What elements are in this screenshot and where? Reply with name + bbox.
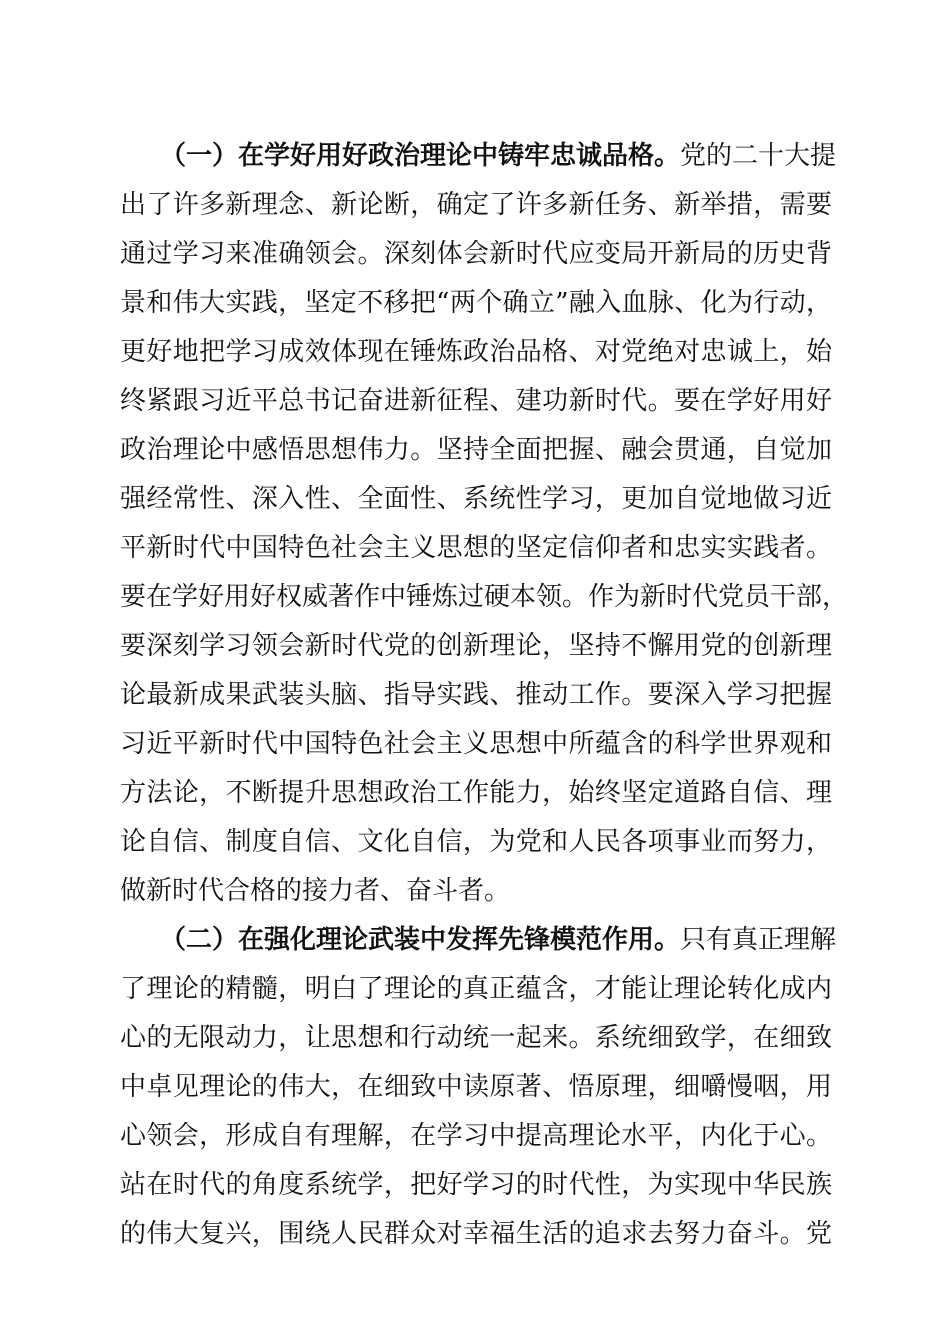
paragraph-1-first-line-text: 党的二十大提 (680, 141, 837, 171)
paragraph-line: 强经常性、深入性、全面性、系统性学习，更加自觉地做习近 (120, 484, 832, 514)
paragraph-line: 平新时代中国特色社会主义思想的坚定信仰者和忠实实践者。 (120, 533, 832, 563)
paragraph-1-first-line (120, 132, 837, 181)
paragraph-line: 心领会，形成自有理解，在学习中提高理论水平，内化于心。 (120, 1121, 832, 1151)
paragraph-2-heading: （二）在强化理论武装中发挥先锋模范作用。 (160, 925, 681, 955)
paragraph-line: 中卓见理论的伟大，在细致中读原著、悟原理，细嚼慢咽，用 (120, 1072, 832, 1102)
paragraph-1-heading: （一）在学好用好政治理论中铸牢忠诚品格。 (160, 141, 681, 171)
paragraph-2-first-line (120, 916, 837, 965)
paragraph-line: 要在学好用好权威著作中锤炼过硬本领。作为新时代党员干部， (120, 582, 849, 612)
paragraph-line: 心的无限动力，让思想和行动统一起来。系统细致学，在细致 (120, 1023, 832, 1053)
paragraph-line: 的伟大复兴，围绕人民群众对幸福生活的追求去努力奋斗。党 (120, 1219, 832, 1249)
paragraph-line: 习近平新时代中国特色社会主义思想中所蕴含的科学世界观和 (120, 729, 832, 759)
paragraph-line: 了理论的精髓，明白了理论的真正蕴含，才能让理论转化成内 (120, 974, 832, 1004)
paragraph-line: 终紧跟习近平总书记奋进新征程、建功新时代。要在学好用好 (120, 386, 832, 416)
paragraph-line: 要深刻学习领会新时代党的创新理论，坚持不懈用党的创新理 (120, 631, 832, 661)
paragraph-line: 论最新成果武装头脑、指导实践、推动工作。要深入学习把握 (120, 680, 832, 710)
paragraph-line: 景和伟大实践，坚定不移把“两个确立”融入血脉、化为行动， (120, 288, 832, 318)
paragraph-line: 方法论，不断提升思想政治工作能力，始终坚定道路自信、理 (120, 778, 832, 808)
paragraph-line: 做新时代合格的接力者、奋斗者。 (120, 876, 511, 906)
paragraph-line: 更好地把学习成效体现在锤炼政治品格、对党绝对忠诚上，始 (120, 337, 832, 367)
paragraph-line: 通过学习来准确领会。深刻体会新时代应变局开新局的历史背 (120, 239, 832, 269)
paragraph-line: 站在时代的角度系统学，把好学习的时代性，为实现中华民族 (120, 1170, 832, 1200)
paragraph-2-first-line-text: 只有真正理解 (680, 925, 837, 955)
paragraph-line: 论自信、制度自信、文化自信，为党和人民各项事业而努力， (120, 827, 832, 857)
paragraph-line: 出了许多新理念、新论断，确定了许多新任务、新举措，需要 (120, 190, 832, 220)
document-body (120, 132, 849, 1259)
paragraph-1 (120, 132, 849, 916)
paragraph-line: 政治理论中感悟思想伟力。坚持全面把握、融会贯通，自觉加 (120, 435, 832, 465)
paragraph-2 (120, 916, 837, 1259)
